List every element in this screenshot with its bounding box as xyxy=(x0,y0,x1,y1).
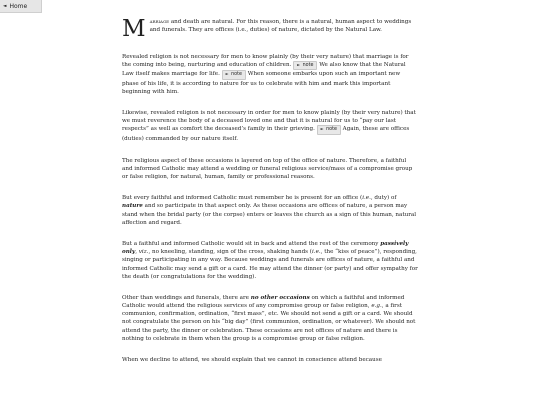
p6-ie: i.e. xyxy=(312,249,321,256)
play-arrow-icon: ► xyxy=(320,126,324,132)
note-button-2[interactable] xyxy=(222,70,246,80)
paragraph-3 xyxy=(122,109,418,143)
p6-text-d: , the “kiss of peace”), responding, singing or participating in any way. Because weddings and funerals are offices of nature, a faithful and informed Catholic may send a gift or a card. He may attend the dinner (or party) and offer sympathy for the death (or congratulations for the wedding). xyxy=(122,249,418,280)
p6-passively-emphasis: passively only xyxy=(122,241,409,256)
p6-text-a: But a faithful and informed Catholic would sit in back and attend the rest of the ceremony xyxy=(122,241,381,248)
paragraph-5 xyxy=(122,194,418,226)
play-arrow-icon: ► xyxy=(297,61,301,67)
article-body xyxy=(122,18,418,378)
smallcaps-word: arriage xyxy=(149,19,170,25)
p3-text-b: Again, these are offices (duties) commanded by our nature itself. xyxy=(122,126,410,142)
note-button-3[interactable] xyxy=(317,125,341,135)
paragraph-1 xyxy=(122,16,418,42)
p5-nature-emphasis: nature xyxy=(122,203,143,210)
paragraph-7 xyxy=(122,294,418,343)
p6-text-b: , xyxy=(135,249,139,256)
p7-eg: e.g. xyxy=(371,303,382,310)
p2-text-c: When someone embarks upon such an important new phase of his life, it is according to nature for us to celebrate with him and mark this important beginning with him. xyxy=(122,71,401,95)
p3-text-a: Likewise, revealed religion is not necessary in order for men to know plainly (by their very nature) that we must reverence the body of a deceased loved one and that it is natural for us to “pay our last respects” as well as comfort the deceased’s family in their grieving. xyxy=(122,110,416,133)
note-label: note xyxy=(302,62,314,68)
p7-text-c: , a first communion, confirmation, ordination, “first mass”, etc. We should not send a gift or a card. We should not congratulate the person on his “big day” (first communion, ordination, or whatever). We should not attend the party, the dinner or celebration. These occasions are not offices of nature and there is nothing to celebrate in them when the group is a compromise group or false religion. xyxy=(122,303,416,342)
p2-text-b: We also know that the Natural Law itself makes marriage for life. xyxy=(122,61,406,78)
p2-text-a: Revealed religion is not necessary for men to know plainly (by their very nature) that marriage is for the coming into being, nurturing and education of children. xyxy=(122,53,409,68)
p7-no-other-emphasis: no other occasions xyxy=(250,295,310,302)
drop-cap: M xyxy=(122,16,146,42)
p6-text-c: , no kneeling, standing, sign of the cross, shaking hands ( xyxy=(148,249,312,256)
p5-text-c: and so participate in that aspect only. As these occasions are offices of nature, a person may stand when the bridal party (or the corpse) enters or leaves the church as a sign of this human, natural affection and regard. xyxy=(122,203,417,226)
note-button-1[interactable] xyxy=(293,61,317,71)
lead-text-body: and death are natural. For this reason, there is a natural, human aspect to weddings and funerals. They are offices (i.e., duties) of nature, dictated by the Natural Law. xyxy=(149,19,412,34)
paragraph-8: When we decline to attend, we should explain that we cannot in conscience attend because xyxy=(122,357,382,364)
left-arrow-icon: ◄ xyxy=(3,3,7,9)
lead-text xyxy=(150,18,418,39)
p5-text-a: But every faithful and informed Catholic must remember he is present for an office ( xyxy=(122,195,363,202)
p7-text-a: Other than weddings and funerals, there are xyxy=(122,295,251,302)
p7-text-b: on which a faithful and informed Catholic would attend the religious services of any compromise group or false religion, xyxy=(122,295,405,310)
p5-ie: i.e. xyxy=(362,195,371,202)
paragraph-4: The religious aspect of these occasions is layered on top of the office of nature. Therefore, a faithful and informed Catholic may attend a wedding or funeral religious service/mass of a compromise group or false religion, for natural, human, family or professional reasons. xyxy=(122,157,413,180)
play-arrow-icon: ► xyxy=(225,71,229,77)
home-label: Home xyxy=(9,2,28,10)
paragraph-6 xyxy=(122,240,418,280)
p5-text-b: , duty) of xyxy=(370,195,397,202)
p6-viz: viz. xyxy=(138,249,149,256)
home-button[interactable] xyxy=(0,0,42,13)
note-label: note xyxy=(231,72,242,78)
paragraph-2 xyxy=(122,53,418,96)
note-label: note xyxy=(326,127,337,133)
